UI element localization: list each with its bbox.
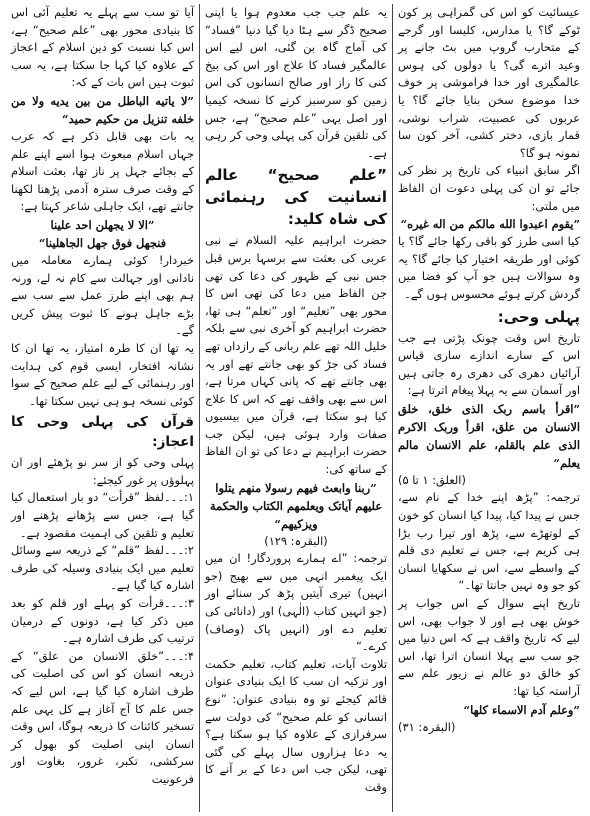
section-heading: قرآن کی پہلی وحی کا اعجاز: [11, 414, 194, 451]
paragraph: تلاوت آیات، تعلیم کتاب، تعلیم حکمت اور تزکیہ ان سب کا ایک بنیادی عنوان قائم کیجئے تو وہ بنیادی عنوان: ”نوع انسانی کو علم صحیح“ کی دولت سے سرفرازی کے علاوہ کیا ہو سکتا ہے؟ یہ دعا ہزاروں سال پہلے کی گئی تھی، لیکن جب اس دعا کے بر آنے کا وقت [205, 656, 387, 794]
paragraph: یہ علم جب جب معدوم ہوا یا اپنی صحیح ڈگر سے ہٹا دیا گیا دنیا ”فساد“ کی آماج گاہ بن گئی، اس لیے اس عالمگیر فساد کا علاج اور اس کی بیخ کنی کا راز اور صالح انسانوں کی اس زمین کو سرسبز کرنے کا نسخہ کیمیا اور اصل یہی ”علم صحیح“ ہے، جس کی تلقین قرآن کی پہلی وحی کر رہی ہے۔ [205, 5, 387, 160]
section-heading: پہلی وحی: [497, 307, 580, 326]
paragraph: یہ بات بھی قابل ذکر ہے کہ عرب جہاں اسلام مبعوث ہوا اسے اپنے علم کے بجائے جہل پر ناز تھا، بعثت اسلام کے وقت صرف سترہ آدمی پڑھنا لکھنا جانتے تھے، ایک جاہلی شاعر کہتا ہے: [11, 128, 194, 214]
verse-reference: (البقرہ: ۳۱) [398, 719, 456, 734]
verse-reference: (العلق: ۱ تا ۵) [398, 472, 466, 487]
paragraph: کیا اسی طرز کو باقی رکھا جائے گا؟ یا کوئی اور طریقہ اختیار کیا جائے گا؟ یہ وہ سوالات ہیں جو آپ کو فضا میں گردش کرتے ہوئے محسوس ہوں گے۔ [398, 234, 580, 301]
arabic-quote: ”وعلم آدم الاسماء کلها“ [463, 702, 580, 717]
list-item: ۱:۔۔۔لفظ ”قرأت“ دو بار استعمال کیا گیا ہے، جس سے پڑھانے پڑھنے اور تعلیم و تلقین کی اہمیت مقصود ہے۔ [11, 490, 194, 540]
verse-reference: (البقرہ: ۱۲۹) [264, 533, 328, 548]
arabic-quote: ”لا یاتیه الباطل من بین یدیه ولا من خلفه تنزیل من حکیم حمید“ [11, 93, 194, 126]
column-right [392, 4, 585, 812]
paragraph: اگر سابق انبیاء کی تاریخ پر نظر کی جائے تو ان کی پہلی دعوت ان الفاظ میں ملتی: [398, 163, 580, 213]
poem-verse: ”الا لا یجهلن احد علینا [50, 217, 155, 232]
translation-paragraph: ترجمہ: ”اے ہمارے پروردگار! ان میں ایک پیغمبر انہی میں سے بھیج (جو انہیں) تیری آیتیں پڑھ کر سنائے اور (جو انہیں کتاب (الٰہی) اور (دانائی کی تعلیم دے اور (انہیں پاک (وصاف) کرے۔“ [205, 551, 387, 654]
paragraph: خبردار! کوئی ہمارے معاملہ میں نادانی اور جہالت سے کام نہ لے، ورنہ ہم بھی اپنے طرز عمل سے سب سے بڑے جاہل ہونے کا ثبوت پیش کریں گے۔ [11, 252, 194, 338]
translation-paragraph: ترجمہ: ”پڑھ اپنے خدا کے نام سے، جس نے پیدا کیا، پیدا کیا انسان کو خون کے لوتھڑے سے، پڑھ اور تیرا رب بڑا ہی کریم ہے، جس نے تعلیم دی قلم کے واسطے سے، اس نے سکھایا انسان کو جو وہ نہیں جانتا تھا۔“ [398, 490, 580, 593]
column-middle [199, 4, 392, 812]
paragraph: تاریخ اس وقت چونک پڑتی ہے جب اس کے سارے اندازے ساری قیاس آرائیاں دھری کی دھری رہ جاتی ہیں اور آسمان سے یہ پہلا پیغام اترتا ہے: [398, 330, 580, 398]
paragraph: عیسائیت کو اس کی گمراہی پر کون ٹوکے گا؟ یا مدارس، کلیسا اور گرجے کے متحارب گروپ میں بٹ جانے پر وعید اترے گی؟ یا دولوں کی ہوس عالمگیری اور خدا فراموشی پر خوف خدا موضوع سخن بنایا جائے گا؟ یا عربوں کی عصبیت، شراب نوشی، قمار بازی، دختر کشی، آخر کون سا نمونہ ہو گا؟ [398, 5, 580, 160]
list-item: ۳:۔۔۔قرأت کو پہلے اور قلم کو بعد میں ذکر کیا ہے، دونوں کے درمیان ترتیب کی طرف اشارہ ہے۔ [11, 596, 194, 646]
paragraph: یہ تھا ان کا طرہ امتیاز، یہ تھا ان کا نشانہ افتخار، ایسی قوم کی ہدایت اور رہنمائی کے لیے علم صحیح کے سوا کوئی نسخہ ہو ہی نہیں سکتا تھا۔ [11, 340, 194, 408]
paragraph: حضرت ابراہیم علیہ السلام نے نبی عربی کی بعثت سے برسہا برس قبل جس نبی کے ظہور کی دعا کی تھی جن الفاظ میں دعا کی تھی اس کا محور بھی ”تعلیم“ اور ”تعلم“ ہی تھا، حضرت ابراہیم کو آخری نبی سے بلکہ خلیل اللہ تھے علم ربانی کے رازداں تھے فساد کی جڑ کو بھی جانتے تھے اور یہ بھی جانتے تھے کہ پانی کہاں مرتا ہے، اس سے بھی واقف تھے کہ اس کا علاج کیا ہو سکتا ہے، قرآن میں بیسیوں صفات وارد ہوئی ہیں، لیکن جب حضرت ابراہیم نے دعا کی تو ان الفاظ کے ساتھ کی: [205, 233, 387, 477]
paragraph: آیا تو سب سے پہلے یہ تعلیم آئی اس کا بنیادی محور بھی ”علم صحیح“ ہے، اس کیا نسبت کو دین اسلام کے اعجاز کے علاوہ کیا کہا جا سکتا ہے، یہ سب ثبوت ہیں اس بات کے کہ: [11, 5, 194, 90]
list-item: ۲:۔۔۔لفظ ”قلم“ کے ذریعہ سے وسائل تعلیم میں ایک بنیادی وسیلہ کی طرف اشارہ کیا گیا ہے۔ [11, 543, 194, 593]
poem-verse: فنجهل فوق جهل الجاهلینا“ [38, 235, 167, 250]
arabic-quote: ”یقوم اعبدوا الله مالکم من اله غیره“ [400, 217, 580, 232]
paragraph: تاریخ اپنے سوال کے اس جواب پر خوش بھی ہے اور لا جواب بھی، اس لیے کہ تاریخ واقف ہے کہ اس دنیا میں جو سب سے پہلا انسان اترا تھا، اس کو خالق دو عالم نے زیور علم سے آراستہ کیا تھا: [398, 596, 580, 698]
arabic-quote: ”اقرأ باسم ربک الذی خلق، خلق الانسان من علق، اقرأ وربک الاکرم الذی علم بالقلم، علم الانسان مالم یعلم“ [398, 401, 580, 470]
column-left [6, 4, 199, 812]
list-item: ۴:۔۔۔”خلق الانسان من علق“ کے ذریعہ انسان کو اس کی اصلیت کی طرف اشارہ کیا گیا ہے، اس لیے کہ جس علم کا آج آغاز ہے کل یہی علم تسخیر کائنات کا ذریعہ ہوگا، اس وقت انسان اپنی اصلیت کو بھول کر سرکشی، تکبر، غرور، بغاوت اور فرعونیت [11, 648, 194, 786]
section-heading: ”علم صحیح“ عالم انسانیت کی رہنمائی کی شاہ کلید: [205, 166, 387, 229]
arabic-quote: ”ربنا وابعث فیهم رسولا منهم یتلوا علیهم آیاتک ویعلمهم الکتاب والحکمة ویزکیهم“ [209, 480, 383, 531]
paragraph: پہلی وحی کو از سر نو پڑھئے اور ان پہلوؤں پر غور کیجئے: [11, 455, 194, 487]
